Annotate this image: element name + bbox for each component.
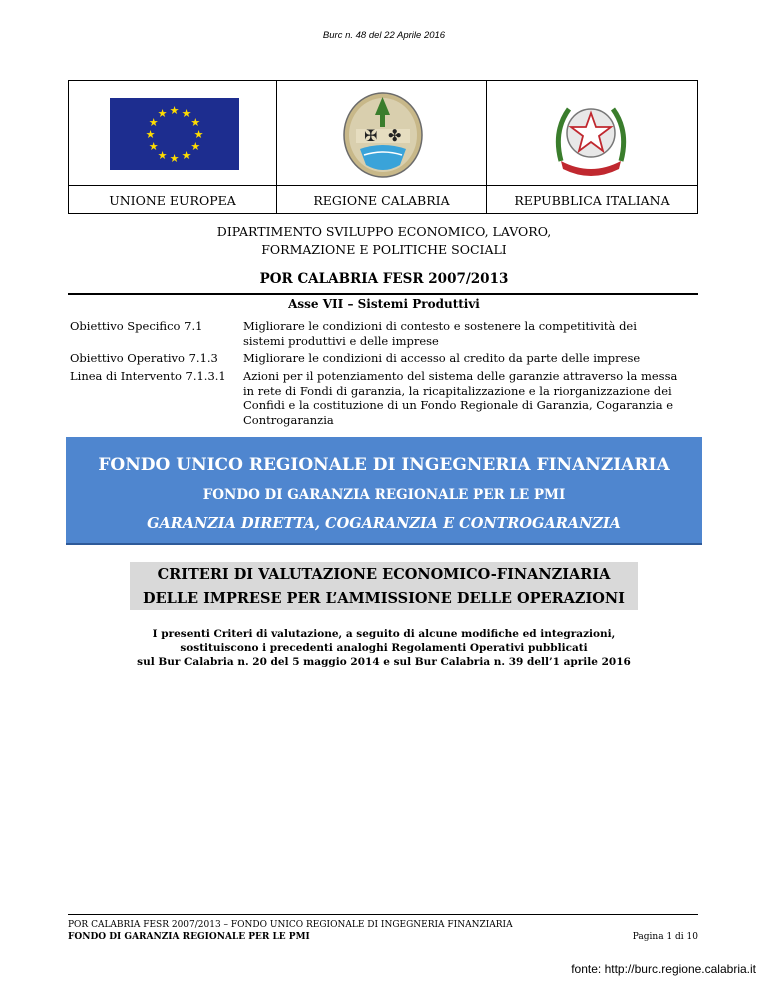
eu-label: UNIONE EUROPEA [109,193,236,208]
replacement-note [0,627,768,669]
objective-text [243,351,698,366]
logo-table [68,80,698,214]
eu-star-icon: ★ [145,128,156,141]
eu-star-icon: ★ [193,128,204,141]
objective-text-line: Confidi e la costituzione di un Fondo Regionale di Garanzia, Cogaranzia e [243,398,674,412]
footer-line-1: POR CALABRIA FESR 2007/2013 – FONDO UNICO REGIONALE DI INGEGNERIA FINANZIARIA [68,920,513,930]
title-rule [68,293,698,295]
eu-star-icon: ★ [169,152,180,165]
fund-title-line-3: GARANZIA DIRETTA, COGARANZIA E CONTROGARANZIA [147,515,621,532]
regione-label: REGIONE CALABRIA [313,193,450,208]
note-line: sul Bur Calabria n. 20 del 5 maggio 2014 e sul Bur Calabria n. 39 dell’1 aprile 2016 [137,656,631,668]
note-line: I presenti Criteri di valutazione, a seguito di alcune modifiche ed integrazioni, [152,628,616,640]
objective-text [243,369,698,427]
fund-title-line-2: FONDO DI GARANZIA REGIONALE PER LE PMI [202,487,566,503]
objective-text-line: Migliorare le condizioni di accesso al credito da parte delle imprese [243,351,641,365]
note-line: sostituiscono i precedenti analoghi Regolamenti Operativi pubblicati [180,642,588,654]
footer-rule [68,914,698,915]
eu-flag-logo [110,98,239,170]
burc-reference: Burc n. 48 del 22 Aprile 2016 [322,30,446,41]
fund-title-box [66,437,702,545]
eu-star-icon: ★ [148,116,159,129]
eu-star-icon: ★ [157,107,168,121]
repubblica-label: REPUBBLICA ITALIANA [514,193,670,208]
svg-text:✠: ✠ [364,126,378,145]
objective-text-line: Azioni per il potenziamento del sistema delle garanzie attraverso la messa [243,369,678,383]
objective-text-line: Migliorare le condizioni di contesto e sostenere la competitività dei [243,319,637,333]
regione-calabria-emblem [342,91,424,179]
eu-star-icon: ★ [148,140,159,153]
repubblica-italiana-emblem [547,91,635,179]
source-note: fonte: http://burc.regione.calabria.it [571,962,756,976]
fund-title-line-1: FONDO UNICO REGIONALE DI INGEGNERIA FINANZIARIA [98,455,670,475]
department-line-2: FORMAZIONE E POLITICHE SOCIALI [261,242,507,257]
page-number: Pagina 1 di 10 [632,932,698,942]
criteria-title-box [130,562,638,610]
department-line-1: DIPARTIMENTO SVILUPPO ECONOMICO, LAVORO, [216,224,552,239]
eu-star-icon: ★ [169,104,180,117]
objective-label: Obiettivo Specifico 7.1 [70,319,203,333]
criteria-title-line-2: DELLE IMPRESE PER L’AMMISSIONE DELLE OPERAZIONI [143,590,625,607]
footer-line-2: FONDO DI GARANZIA REGIONALE PER LE PMI [68,932,310,942]
svg-text:✤: ✤ [388,126,402,145]
objective-label: Linea di Intervento 7.1.3.1 [70,369,226,383]
objective-text-line: in rete di Fondi di garanzia, la ricapitalizzazione e la riorganizzazione dei [243,383,672,398]
eu-star-icon: ★ [190,140,201,153]
axis-title: Asse VII – Sistemi Produttivi [288,297,480,311]
eu-star-icon: ★ [181,148,192,162]
objective-text-line: sistemi produttivi e delle imprese [243,333,439,348]
table-divider [69,185,697,186]
objective-label: Obiettivo Operativo 7.1.3 [70,351,218,365]
eu-star-icon: ★ [190,116,201,129]
department-heading [0,223,768,259]
objective-text-line: Controgaranzia [243,412,334,427]
objective-text [243,319,698,348]
eu-star-icon: ★ [157,148,168,162]
criteria-title-line-1: CRITERI DI VALUTAZIONE ECONOMICO-FINANZIARIA [157,566,611,583]
eu-star-icon: ★ [181,107,192,121]
program-title: POR CALABRIA FESR 2007/2013 [259,271,509,287]
